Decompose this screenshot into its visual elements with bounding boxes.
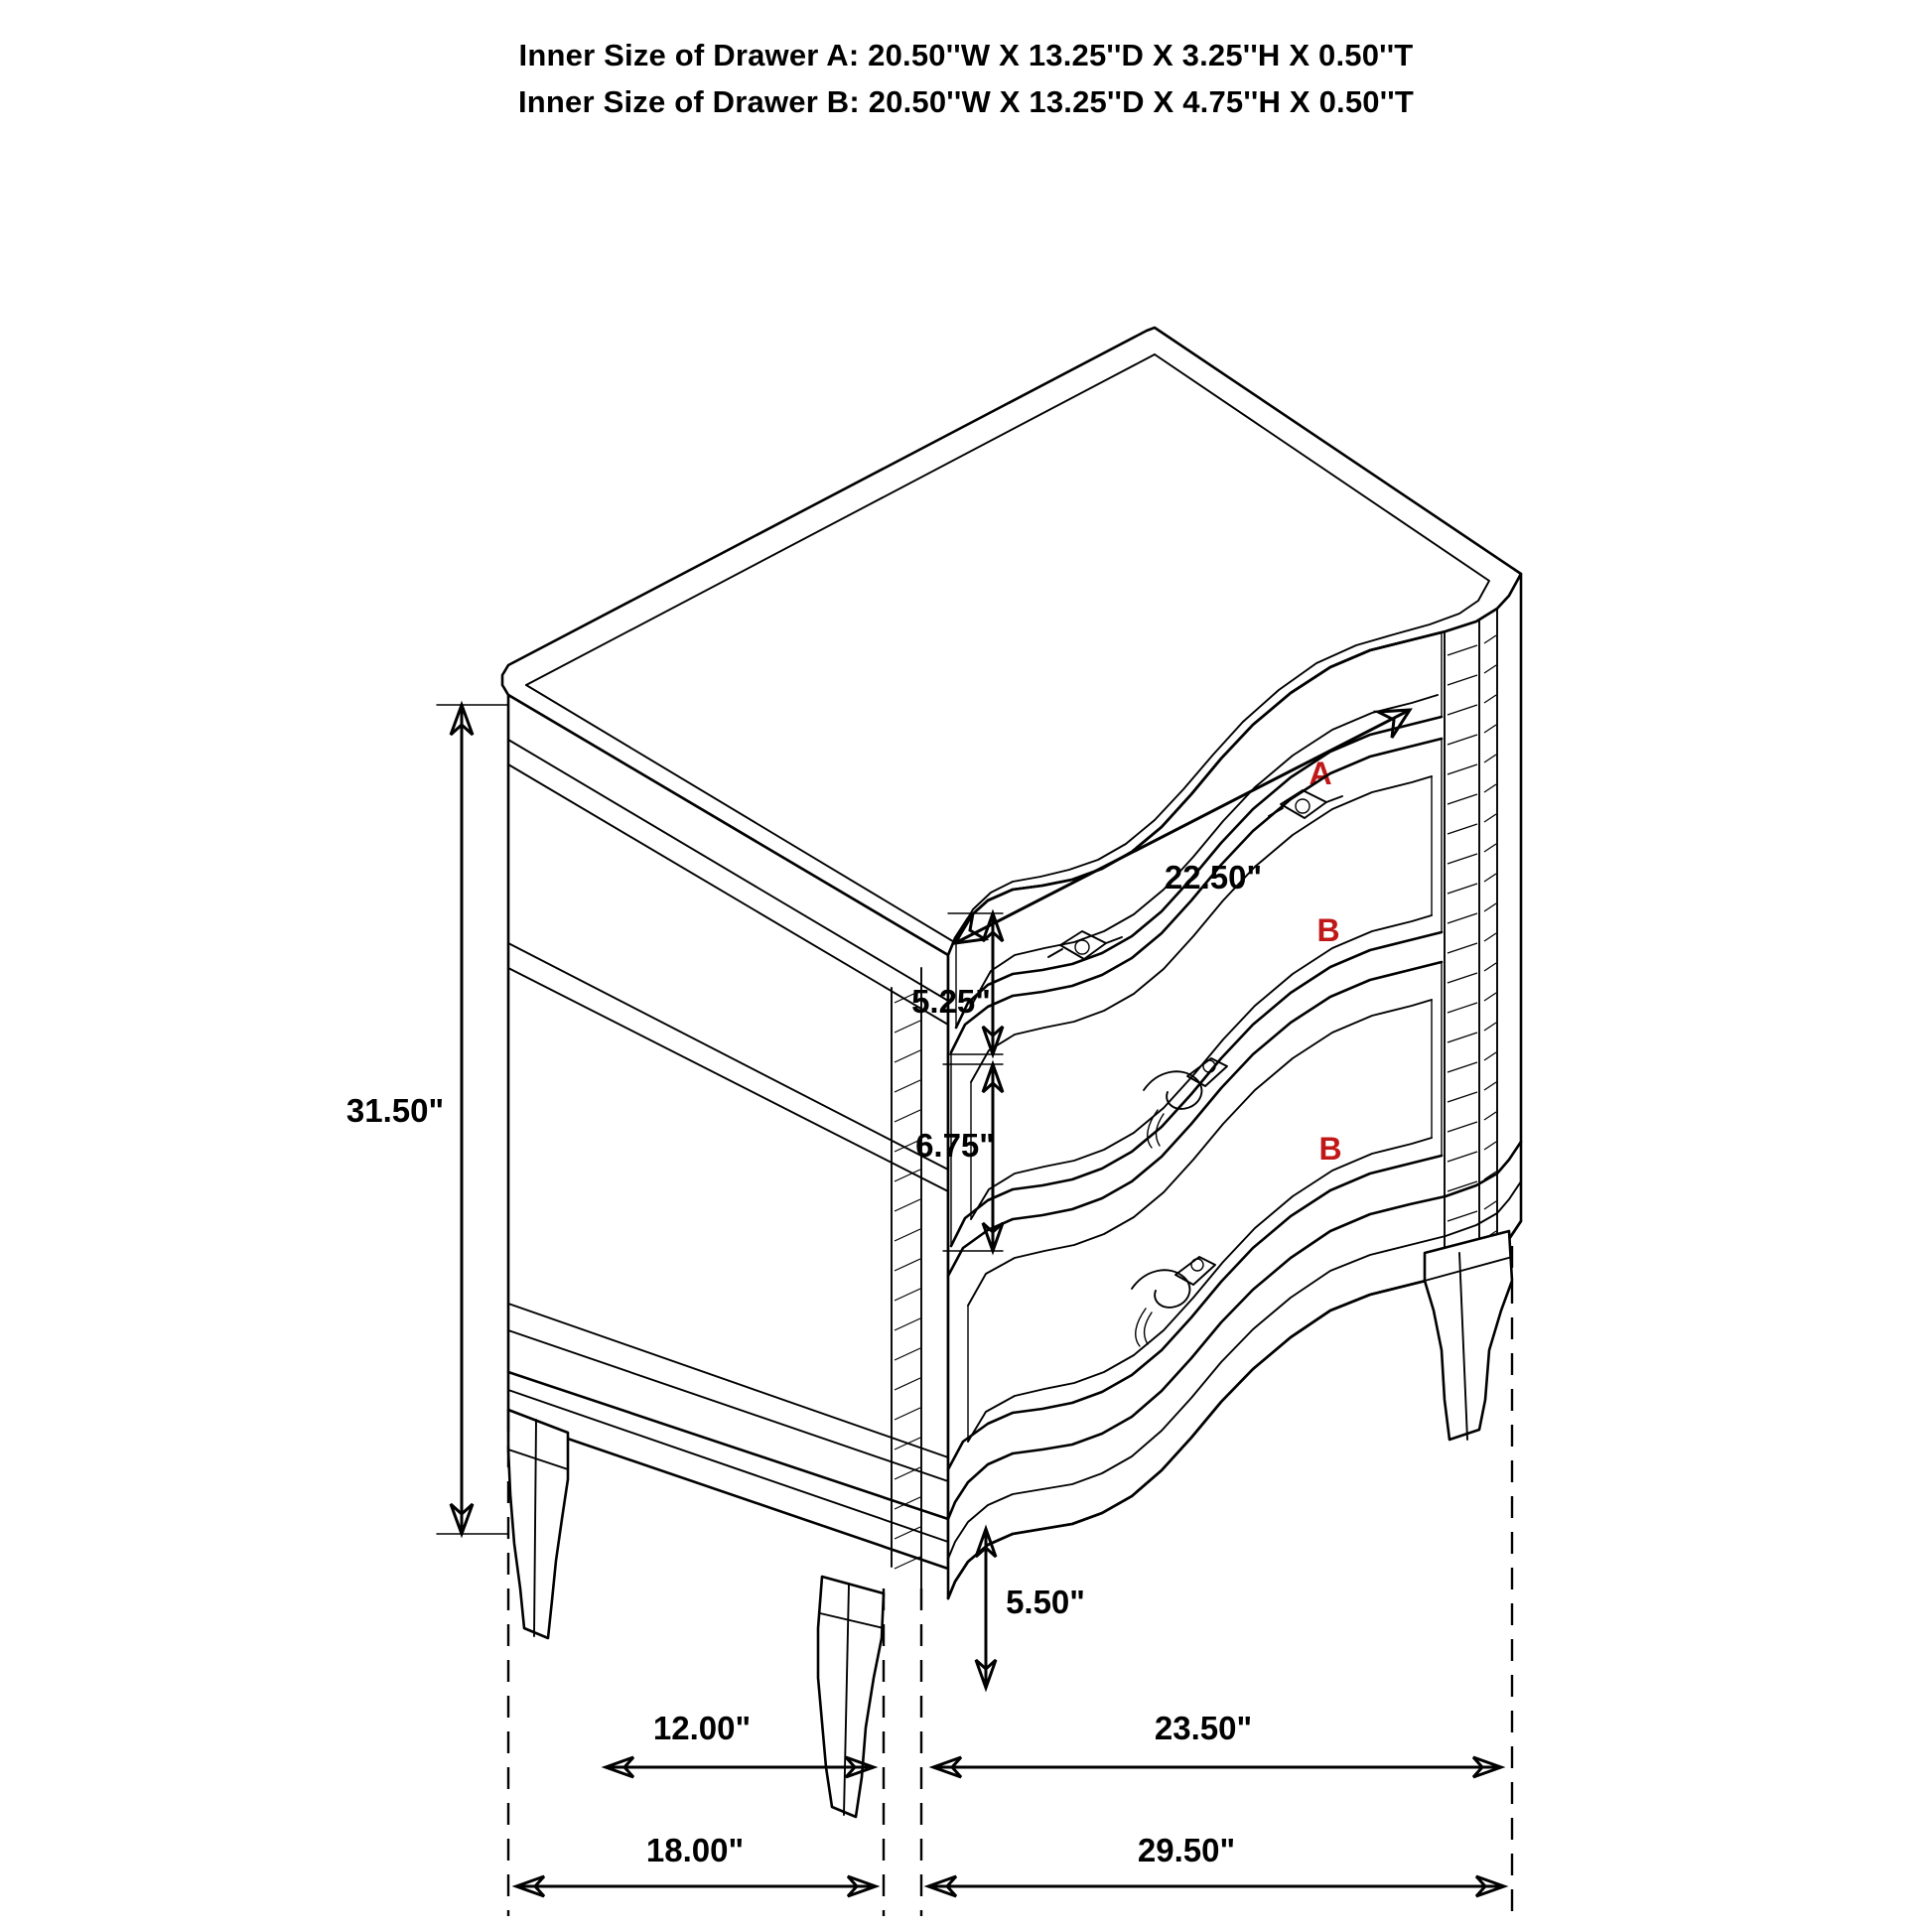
dim-31-50-label: 31.50" [345,1092,445,1129]
dim-22-50-label: 22.50" [1164,859,1263,896]
dim-front-width [933,1710,1501,1777]
drawer-b-lower-letter: B [1318,1131,1342,1167]
dim-6-75-label: 6.75" [915,1127,995,1164]
leg-rear-left [508,1410,568,1638]
drawer-b-upper-letter: B [1316,912,1340,948]
dim-total-width [928,1832,1504,1896]
dim-12-00-label: 12.00" [652,1710,752,1746]
drawer-b-inner-size-text: Inner Size of Drawer B: 20.50''W X 13.25''D X 4.75''H X 0.50''T [517,84,1415,120]
dim-23-50-label: 23.50" [1154,1710,1253,1746]
drawer-a-inner-size-text: Inner Size of Drawer A: 20.50''W X 13.25''D X 3.25''H X 0.50''T [518,38,1414,72]
dim-leg-height [976,1529,1085,1688]
dim-5-50-label: 5.50" [1006,1584,1085,1620]
dim-18-00-label: 18.00" [645,1832,745,1868]
dim-29-50-label: 29.50" [1137,1832,1236,1868]
drawer-a-letter: A [1309,756,1332,791]
dim-total-depth [516,1832,876,1896]
leg-front-right [1425,1231,1512,1440]
leg-front-left [818,1577,884,1817]
dim-overall-height [346,705,508,1534]
dim-5-25-label: 5.25" [911,983,991,1020]
